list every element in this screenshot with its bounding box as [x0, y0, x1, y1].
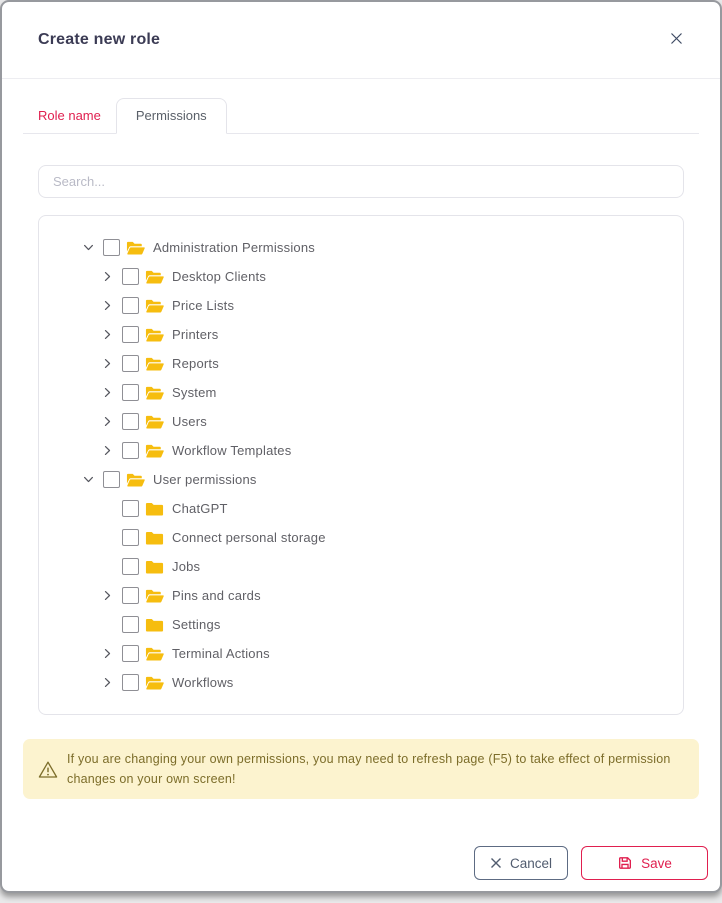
chevron-right-icon[interactable]	[100, 647, 114, 661]
folder-open-icon	[145, 327, 164, 343]
tree-item-label: Desktop Clients	[172, 269, 267, 284]
warning-text: If you are changing your own permissions, you may need to refresh page (F5) to take effect of permission changes on your own screen!	[67, 752, 671, 786]
tree-item[interactable]	[39, 320, 683, 349]
tree-item[interactable]	[39, 610, 683, 639]
tree-item-label: Jobs	[172, 559, 201, 574]
tree-item-label: ChatGPT	[172, 501, 228, 516]
tree-item-label: User permissions	[153, 472, 257, 487]
page-title: Create new role	[38, 31, 161, 48]
tree-item[interactable]	[39, 523, 683, 552]
chevron-right-icon[interactable]	[100, 328, 114, 342]
chevron-right-icon[interactable]	[100, 444, 114, 458]
tree-item[interactable]	[39, 436, 683, 465]
tree-item[interactable]	[39, 581, 683, 610]
warning-triangle-icon	[38, 760, 58, 779]
folder-open-icon	[145, 588, 164, 604]
chevron-right-icon[interactable]	[100, 589, 114, 603]
folder-open-icon	[145, 675, 164, 691]
tree-item-label: Administration Permissions	[153, 240, 315, 255]
tree-item-label: Connect personal storage	[172, 530, 326, 545]
tree-item[interactable]	[39, 465, 683, 494]
tree-item-label: Workflow Templates	[172, 443, 292, 458]
folder-closed-icon	[145, 501, 164, 517]
tree-item[interactable]	[39, 291, 683, 320]
folder-open-icon	[145, 385, 164, 401]
tree-item-label: Settings	[172, 617, 221, 632]
folder-open-icon	[145, 356, 164, 372]
dialog-header	[2, 2, 720, 79]
x-icon	[490, 857, 502, 869]
folder-closed-icon	[145, 559, 164, 575]
folder-closed-icon	[145, 617, 164, 633]
save-button[interactable]	[581, 846, 708, 880]
checkbox[interactable]	[122, 645, 139, 662]
cancel-button[interactable]	[474, 846, 568, 880]
tab-bar	[23, 79, 699, 134]
tree-item[interactable]	[39, 494, 683, 523]
tree-item[interactable]	[39, 639, 683, 668]
dialog-footer	[474, 846, 708, 880]
warning-banner	[23, 739, 699, 799]
tree-item[interactable]	[39, 378, 683, 407]
checkbox[interactable]	[122, 529, 139, 546]
chevron-right-icon[interactable]	[100, 386, 114, 400]
tree-item-label: Users	[172, 414, 207, 429]
folder-open-icon	[145, 298, 164, 314]
close-icon	[668, 30, 685, 50]
checkbox[interactable]	[122, 355, 139, 372]
chevron-right-icon[interactable]	[100, 357, 114, 371]
tree-item-label: Pins and cards	[172, 588, 261, 603]
search-wrap	[38, 165, 684, 198]
folder-open-icon	[126, 240, 145, 256]
folder-open-icon	[126, 472, 145, 488]
checkbox[interactable]	[122, 326, 139, 343]
checkbox[interactable]	[122, 616, 139, 633]
tree-item[interactable]	[39, 407, 683, 436]
tree-item[interactable]	[39, 349, 683, 378]
search-input[interactable]	[38, 165, 684, 198]
checkbox[interactable]	[122, 587, 139, 604]
chevron-down-icon[interactable]	[81, 241, 95, 255]
checkbox[interactable]	[122, 674, 139, 691]
folder-open-icon	[145, 269, 164, 285]
close-button[interactable]	[664, 28, 688, 52]
save-label: Save	[641, 855, 672, 871]
folder-closed-icon	[145, 530, 164, 546]
folder-open-icon	[145, 443, 164, 459]
tree-item-label: Terminal Actions	[172, 646, 270, 661]
checkbox[interactable]	[122, 268, 139, 285]
checkbox[interactable]	[122, 500, 139, 517]
tree-item[interactable]	[39, 552, 683, 581]
tree-item[interactable]	[39, 668, 683, 697]
chevron-down-icon[interactable]	[81, 473, 95, 487]
tree-item-label: Printers	[172, 327, 219, 342]
tree-item-label: System	[172, 385, 217, 400]
chevron-right-icon[interactable]	[100, 676, 114, 690]
folder-open-icon	[145, 646, 164, 662]
folder-open-icon	[145, 414, 164, 430]
tree-item[interactable]	[39, 262, 683, 291]
tree-item[interactable]	[39, 233, 683, 262]
cancel-label: Cancel	[509, 855, 553, 871]
tree-item-label: Workflows	[172, 675, 234, 690]
checkbox[interactable]	[122, 442, 139, 459]
tree-item-label: Price Lists	[172, 298, 235, 313]
tab-role-name[interactable]: Role name	[23, 99, 116, 133]
chevron-right-icon[interactable]	[100, 270, 114, 284]
checkbox[interactable]	[122, 384, 139, 401]
floppy-disk-icon	[617, 855, 633, 871]
checkbox[interactable]	[122, 558, 139, 575]
checkbox[interactable]	[122, 413, 139, 430]
checkbox[interactable]	[103, 239, 120, 256]
checkbox[interactable]	[122, 297, 139, 314]
tab-permissions[interactable]: Permissions	[116, 98, 227, 134]
chevron-right-icon[interactable]	[100, 299, 114, 313]
checkbox[interactable]	[103, 471, 120, 488]
tree-item-label: Reports	[172, 356, 219, 371]
permissions-tree	[38, 215, 684, 715]
chevron-right-icon[interactable]	[100, 415, 114, 429]
